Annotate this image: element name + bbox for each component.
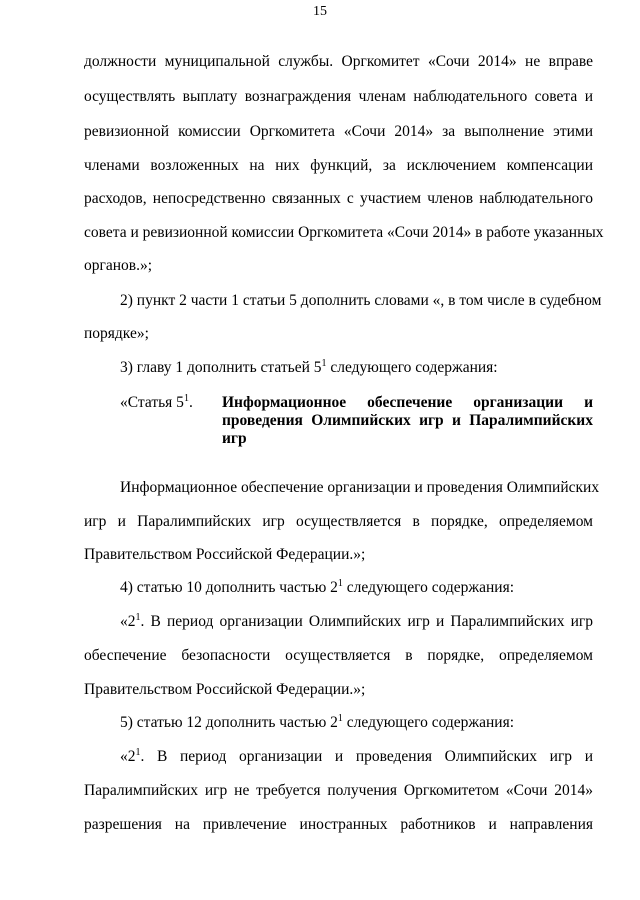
article-text-line: Информационное обеспечение организации и проведения Олимпийских xyxy=(120,479,600,496)
item-4-text-line: обеспечение безопасности осуществляется в порядке, определяемом xyxy=(84,647,593,664)
page-number: 15 xyxy=(313,4,327,19)
text-line: органов.»; xyxy=(84,257,153,274)
item-4-text-line: Правительством Российской Федерации.»; xyxy=(84,681,366,698)
item-5-text-line: Паралимпийских игр не требуется получения Оргкомитетом «Сочи 2014» xyxy=(84,782,593,799)
item-4-line: 4) статью 10 дополнить частью $2^1$ следующего содержания: xyxy=(120,577,515,596)
text-line: осуществлять выплату вознаграждения членам наблюдательного совета и xyxy=(84,88,593,105)
text-line: ревизионной комиссии Оргкомитета «Сочи 2014» за выполнение этими xyxy=(84,123,593,140)
item-5-text-line: разрешения на привлечение иностранных работников и направления xyxy=(84,816,593,833)
item-5-text-line: «$2^1$. В период организации и проведения Олимпийских игр и xyxy=(120,746,593,765)
article-label: «Статья $5^1$. xyxy=(120,392,193,411)
article-text-line: Правительством Российской Федерации.»; xyxy=(84,546,366,563)
item-3-line: 3) главу 1 дополнить статьей $5^1$ следующего содержания: xyxy=(120,357,498,376)
article-title-line: проведения Олимпийских игр и Паралимпийских xyxy=(222,412,593,429)
item-5-line: 5) статью 12 дополнить частью $2^1$ следующего содержания: xyxy=(120,712,515,731)
article-title xyxy=(222,394,593,448)
article-text-line: игр и Паралимпийских игр осуществляется в порядке, определяемом xyxy=(84,513,593,530)
text-line: должности муниципальной службы. Оргкомитет «Сочи 2014» не вправе xyxy=(84,53,593,70)
text-line: расходов, непосредственно связанных с участием членов наблюдательного xyxy=(84,190,593,207)
text-line: совета и ревизионной комиссии Оргкомитета «Сочи 2014» в работе указанных xyxy=(84,224,604,241)
article-title-line: игр xyxy=(222,430,247,447)
item-4-text-line: «$2^1$. В период организации Олимпийских игр и Паралимпийских игр xyxy=(120,611,593,630)
item-2-line: 2) пункт 2 части 1 статьи 5 дополнить словами «, в том числе в судебном xyxy=(120,292,602,309)
text-line: членами возложенных на них функций, за исключением компенсации xyxy=(84,157,593,174)
item-2-line: порядке»; xyxy=(84,325,149,342)
article-title-line: Информационное обеспечение организации и xyxy=(222,394,593,411)
